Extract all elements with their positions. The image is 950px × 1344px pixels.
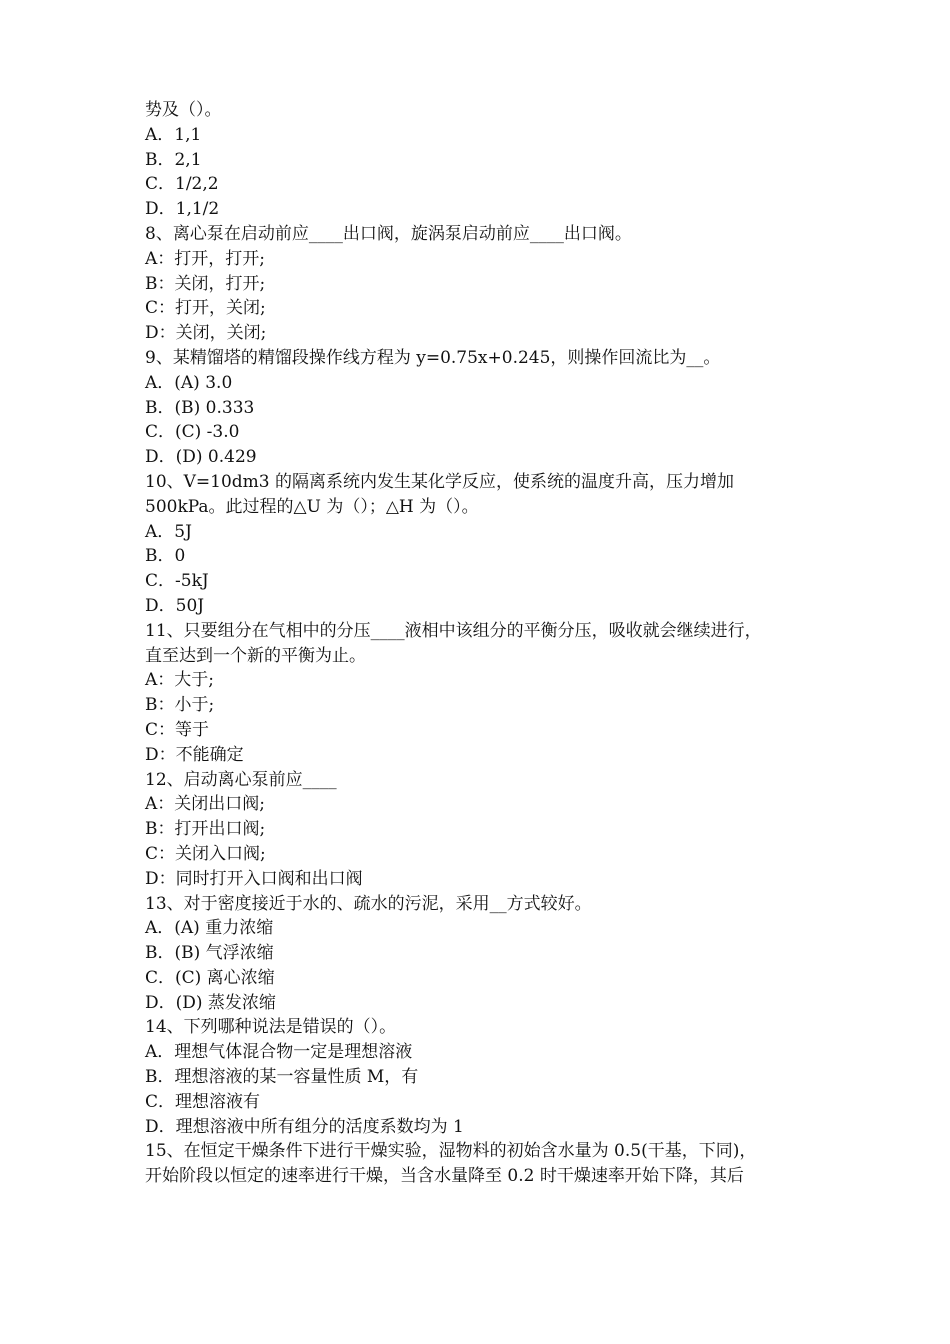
question-13: 13、对于密度接近于水的、疏水的污泥，采用__方式较好。 [145, 893, 592, 914]
option-line: D．理想溶液中所有组分的活度系数均为 1 [145, 1116, 464, 1137]
option-line: B．理想溶液的某一容量性质 M，有 [145, 1067, 419, 1088]
question-11-continued: 直至达到一个新的平衡为止。 [145, 645, 366, 666]
option-line: A．(A) 3.0 [145, 372, 233, 393]
option-line: C．理想溶液有 [145, 1091, 261, 1112]
option-line: C：关闭入口阀; [145, 843, 266, 864]
option-line: A：关闭出口阀; [145, 794, 266, 815]
option-line: D：同时打开入口阀和出口阀 [145, 868, 363, 889]
question-12: 12、启动离心泵前应____ [145, 769, 337, 790]
question-14: 14、下列哪种说法是错误的（）。 [145, 1017, 397, 1038]
option-line: B：关闭，打开; [145, 273, 266, 294]
option-line: B：小于; [145, 695, 215, 716]
option-line: A：大于; [145, 670, 215, 691]
text-line: 势及（）。 [145, 100, 222, 120]
option-line: C．(C) -3.0 [145, 422, 240, 443]
option-line: B：打开出口阀; [145, 819, 266, 840]
option-line: A：打开，打开; [145, 248, 266, 269]
document-body [145, 98, 810, 1189]
option-line: C：等于 [145, 719, 210, 740]
option-line: A．(A) 重力浓缩 [145, 918, 274, 939]
question-15: 15、在恒定干燥条件下进行干燥实验，湿物料的初始含水量为 0.5(干基，下同)， [145, 1141, 757, 1162]
option-line: C．-5kJ [145, 571, 209, 592]
option-line: C．(C) 离心浓缩 [145, 967, 275, 988]
question-15-continued: 开始阶段以恒定的速率进行干燥，当含水量降至 0.2 时干燥速率开始下降，其后 [145, 1166, 744, 1187]
option-line: D．1,1/2 [145, 199, 220, 220]
option-line: A．5J [145, 521, 192, 542]
question-10: 10、V=10dm3 的隔离系统内发生某化学反应，使系统的温度升高，压力增加 [145, 471, 735, 492]
question-10-continued: 500kPa。此过程的△U 为（）；△H 为（）。 [145, 496, 479, 517]
option-line: D．50J [145, 595, 205, 616]
option-line: A．理想气体混合物一定是理想溶液 [145, 1042, 413, 1063]
option-line: A．1,1 [145, 124, 202, 145]
question-11: 11、只要组分在气相中的分压____液相中该组分的平衡分压，吸收就会继续进行， [145, 620, 762, 641]
option-line: B．(B) 气浮浓缩 [145, 943, 274, 964]
question-8: 8、离心泵在启动前应____出口阀，旋涡泵启动前应____出口阀。 [145, 223, 632, 244]
option-line: B．0 [145, 546, 186, 567]
question-9: 9、某精馏塔的精馏段操作线方程为 y=0.75x+0.245，则操作回流比为__。 [145, 347, 721, 368]
option-line: D：不能确定 [145, 744, 244, 765]
option-line: D：关闭，关闭; [145, 323, 267, 344]
option-line: D．(D) 0.429 [145, 447, 257, 468]
option-line: C：打开，关闭; [145, 298, 266, 319]
option-line: B．(B) 0.333 [145, 397, 255, 418]
option-line: D．(D) 蒸发浓缩 [145, 992, 276, 1013]
option-line: B．2,1 [145, 149, 202, 170]
option-line: C．1/2,2 [145, 174, 219, 195]
